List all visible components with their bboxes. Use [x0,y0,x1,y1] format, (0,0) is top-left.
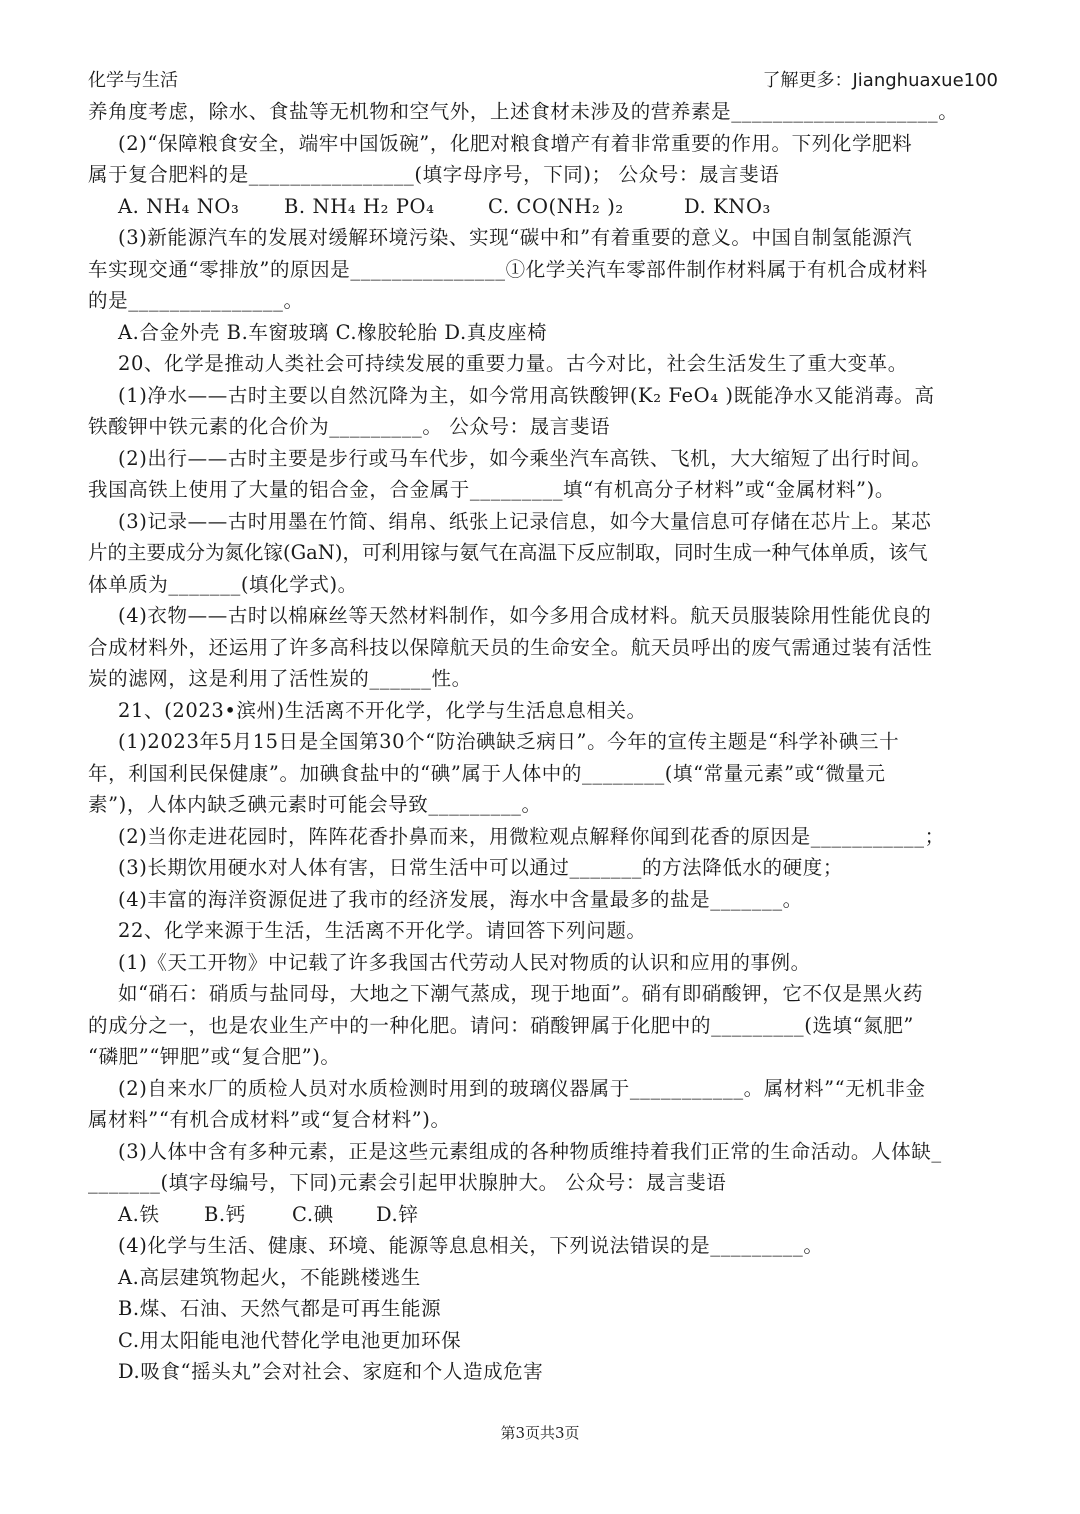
option-d: D.锌 [376,1202,419,1226]
document-body [88,96,998,1388]
text-line: (3)新能源汽车的发展对缓解环境污染、实现“碳中和”有着重要的意义。中国自制氢能源汽 [118,226,913,249]
option-c: C.碘 [292,1202,334,1226]
text-line: 体单质为_______(填化学式)。 [88,572,358,596]
option-a: A.铁 [118,1202,160,1226]
text-line: (2)出行——古时主要是步行或马车代步，如今乘坐汽车高铁、飞机，大大缩短了出行时间。 [118,446,932,470]
option-b: B. NH₄ H₂ PO₄ [284,194,435,218]
text-line: 的是_______________。 [88,289,304,312]
option-c: C.用太阳能电池代替化学电池更加环保 [118,1328,462,1352]
text-line: 如“硝石：硝质与盐同母，大地之下潮气蒸成，现于地面”。硝有即硝酸钾，它不仅是黑火药 [118,982,924,1005]
text-line: 我国高铁上使用了大量的铝合金，合金属于_________填“有机高分子材料”或“金属材料”)。 [88,478,895,501]
page-number: 第3页共3页 [500,1424,580,1442]
text-line: 素”)，人体内缺乏碘元素时可能会导致_________。 [88,793,542,816]
text-line: “磷肥”“钾肥”或“复合肥”)。 [88,1045,341,1068]
option-d: D.吸食“摇头丸”会对社会、家庭和个人造成危害 [118,1360,544,1383]
question-20: 20、化学是推动人类社会可持续发展的重要力量。古今对比，社会生活发生了重大变革。 [118,352,908,375]
element-options [88,1199,998,1231]
options-line: A.合金外壳 B.车窗玻璃 C.橡胶轮胎 D.真皮座椅 [118,320,548,344]
text-line: 养角度考虑，除水、食盐等无机物和空气外，上述食材未涉及的营养素是____________________。 [88,100,959,123]
header-link: 了解更多：Jianghuaxue100 [762,70,998,91]
header-subject: 化学与生活 [88,70,178,91]
text-line: (2)当你走进花园时，阵阵花香扑鼻而来，用微粒观点解释你闻到花香的原因是___________； [118,824,945,848]
text-line: 铁酸钾中铁元素的化合价为_________。 公众号：晟言斐语 [88,415,611,438]
text-line: (4)丰富的海洋资源促进了我市的经济发展，海水中含量最多的盐是_______。 [118,887,803,911]
text-line: 年，利国利民保健康”。加碘食盐中的“碘”属于人体中的________(填“常量元素”或“微量元 [88,761,886,785]
question-22: 22、化学来源于生活，生活离不开化学。请回答下列问题。 [118,919,647,942]
text-line: (3)长期饮用硬水对人体有害，日常生活中可以通过_______的方法降低水的硬度； [118,856,843,879]
text-line: (1)净水——古时主要以自然沉降为主，如今常用高铁酸钾(K₂ FeO₄ )既能净水又能消毒。高 [118,383,935,407]
option-d: D. KNO₃ [684,194,771,218]
text-line: 片的主要成分为氮化镓(GaN)，可利用镓与氨气在高温下反应制取，同时生成一种气体单质，该气 [88,541,928,564]
option-c: C. CO(NH₂ )₂ [488,194,624,218]
text-line: (3)人体中含有多种元素，正是这些元素组成的各种物质维持着我们正常的生命活动。人体缺_ [118,1139,942,1163]
text-line: (2)“保障粮食安全，端牢中国饭碗”，化肥对粮食增产有着非常重要的作用。下列化学肥料 [118,131,913,155]
option-a: A. NH₄ NO₃ [118,194,240,218]
text-line: _______(填字母编号，下同)元素会引起甲状腺肿大。 公众号：晟言斐语 [88,1171,727,1194]
text-line: 属材料”“有机合成材料”或“复合材料”)。 [88,1108,451,1131]
fertilizer-options [88,191,998,223]
text-line: 合成材料外，还运用了许多高科技以保障航天员的生命安全。航天员呼出的废气需通过装有活性 [88,635,933,659]
page-header [88,66,998,92]
option-b: B.钙 [204,1202,246,1226]
option-a: A.高层建筑物起火，不能跳楼逃生 [118,1265,421,1289]
option-b: B.煤、石油、天然气都是可再生能源 [118,1297,442,1320]
text-line: 属于复合肥料的是________________(填字母序号，下同)； 公众号：晟言斐语 [88,163,780,186]
text-line: (3)记录——古时用墨在竹简、绢帛、纸张上记录信息，如今大量信息可存储在芯片上。某芯 [118,509,932,533]
text-line: (1)《天工开物》中记载了许多我国古代劳动人民对物质的认识和应用的事例。 [118,950,811,974]
question-21: 21、(2023•滨州)生活离不开化学，化学与生活息息相关。 [118,698,647,722]
text-line: 炭的滤网，这是利用了活性炭的______性。 [88,667,472,690]
text-line: (4)化学与生活、健康、环境、能源等息息相关，下列说法错误的是_________。 [118,1234,824,1257]
text-line: (4)衣物——古时以棉麻丝等天然材料制作，如今多用合成材料。航天员服装除用性能优良的 [118,604,932,627]
text-line: (2)自来水厂的质检人员对水质检测时用到的玻璃仪器属于___________。属材料”“无机非金 [118,1076,926,1100]
text-line: 车实现交通“零排放”的原因是_______________①化学关汽车零部件制作材料属于有机合成材料 [88,257,928,281]
text-line: (1)2023年5月15日是全国第30个“防治碘缺乏病日”。今年的宣传主题是“科学补碘三十 [118,730,900,753]
text-line: 的成分之一，也是农业生产中的一种化肥。请问：硝酸钾属于化肥中的_________(选填“氮肥” [88,1013,914,1037]
